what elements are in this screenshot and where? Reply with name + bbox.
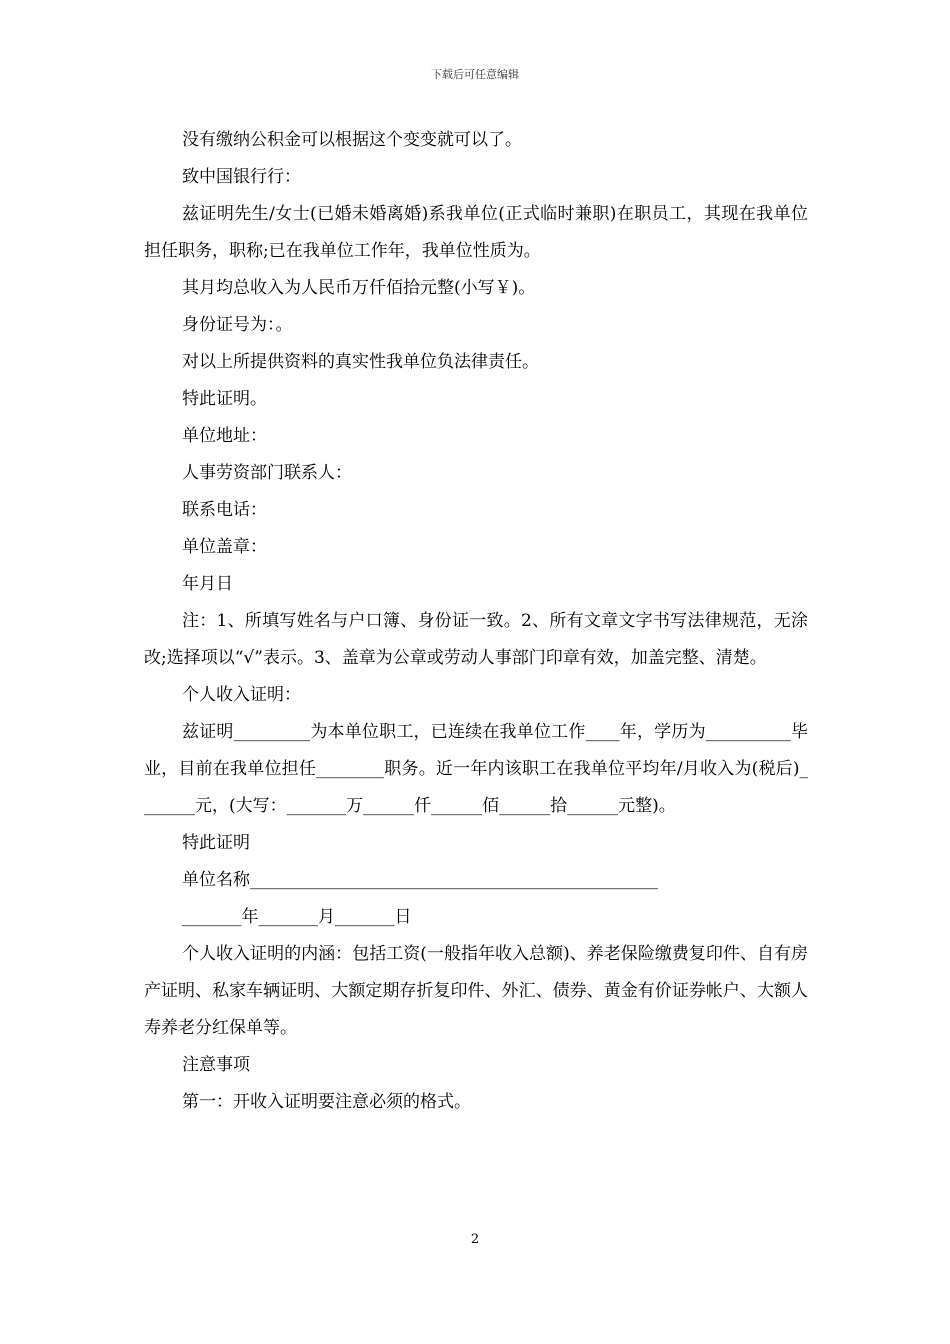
paragraph: 身份证号为：。: [182, 315, 293, 335]
paragraph: 单位名称________________________________________________: [182, 870, 658, 890]
paragraph: 单位盖章：: [182, 537, 267, 557]
document-body: [144, 122, 808, 1121]
paragraph: 人事劳资部门联系人：: [182, 463, 352, 483]
page-header: 下载后可任意编辑: [431, 68, 519, 81]
paragraph: 兹证明先生/女士(已婚未婚离婚)系我单位(正式临时兼职)在职员工，其现在我单位担任职务，职称;已在我单位工作年，我单位性质为。: [144, 204, 808, 261]
paragraph: 单位地址：: [182, 426, 267, 446]
paragraph: 注意事项: [182, 1055, 250, 1075]
paragraph: 注：1、所填写姓名与户口簿、身份证一致。2、所有文章文字书写法律规范，无涂改;选择项以“√”表示。3、盖章为公章或劳动人事部门印章有效，加盖完整、清楚。: [144, 611, 808, 668]
paragraph: 对以上所提供资料的真实性我单位负法律责任。: [182, 352, 539, 372]
paragraph: 没有缴纳公积金可以根据这个变变就可以了。: [182, 130, 522, 150]
page-number: 2: [470, 1232, 480, 1247]
paragraph: 特此证明。: [182, 389, 267, 409]
paragraph: 第一：开收入证明要注意必须的格式。: [182, 1092, 471, 1112]
paragraph: 个人收入证明：: [182, 685, 301, 705]
paragraph: 其月均总收入为人民币万仟佰拾元整(小写￥)。: [182, 278, 536, 298]
paragraph: 年月日: [182, 574, 233, 594]
paragraph: 联系电话：: [182, 500, 267, 520]
paragraph: 个人收入证明的内涵：包括工资(一般指年收入总额)、养老保险缴费复印件、自有房产证明、私家车辆证明、大额定期存折复印件、外汇、债券、黄金有价证券帐户、大额人寿养老分红保单等。: [144, 944, 808, 1038]
paragraph: _______年_______月_______日: [182, 907, 412, 927]
paragraph: 兹证明_________为本单位职工，已连续在我单位工作____年，学历为__________毕业，目前在我单位担任________职务。近一年内该职工在我单位平均年/月收入为(税后)_______元，(大写：_______万______仟______佰______拾______元整)。: [144, 722, 808, 816]
paragraph: 特此证明: [182, 833, 250, 853]
paragraph: 致中国银行行：: [182, 167, 301, 187]
